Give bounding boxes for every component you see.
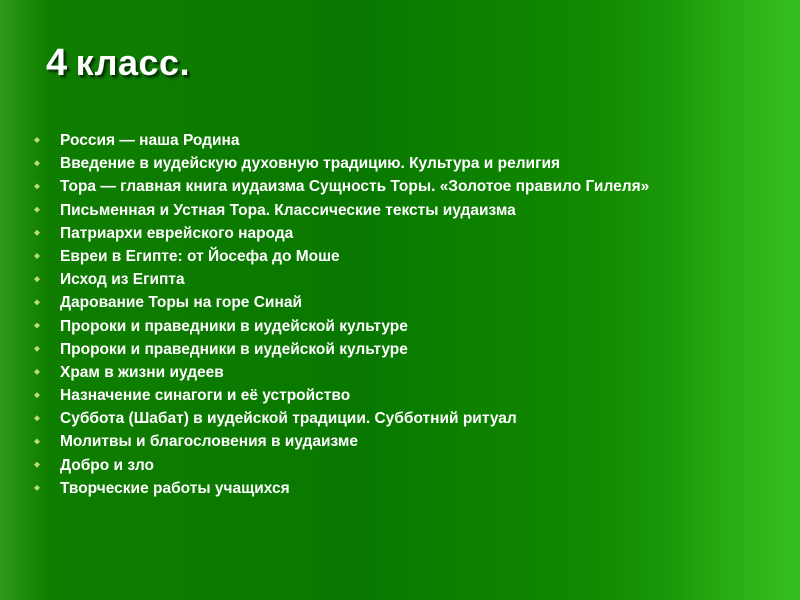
list-item bbox=[34, 341, 774, 359]
list-item-text: Храм в жизни иудеев bbox=[60, 363, 224, 381]
bullet-icon bbox=[34, 438, 40, 444]
bullet-icon bbox=[34, 323, 40, 329]
list-item bbox=[34, 410, 774, 428]
list-item-text: Молитвы и благословения в иудаизме bbox=[60, 433, 358, 451]
bullet-icon bbox=[34, 346, 40, 352]
bullet-icon bbox=[34, 207, 40, 213]
list-item bbox=[34, 202, 774, 220]
bullet-icon bbox=[34, 369, 40, 375]
bullet-icon bbox=[34, 253, 40, 259]
list-item-text: Творческие работы учащихся bbox=[60, 479, 290, 497]
list-item bbox=[34, 225, 774, 243]
list-item bbox=[34, 294, 774, 312]
list-item-text: Введение в иудейскую духовную традицию. Культура и религия bbox=[60, 155, 561, 173]
list-item-text: Дарование Торы на горе Синай bbox=[60, 294, 302, 312]
bullet-icon bbox=[34, 299, 40, 305]
list-item bbox=[34, 364, 774, 382]
list-item-text: Пророки и праведники в иудейской культуре bbox=[60, 317, 408, 335]
bullet-icon bbox=[34, 415, 40, 421]
list-item bbox=[34, 457, 774, 475]
list-item-text: Россия — наша Родина bbox=[60, 132, 240, 149]
list-item-text: Письменная и Устная Тора. Классические тексты иудаизма bbox=[60, 201, 516, 219]
bullet-icon bbox=[34, 160, 40, 166]
list-item bbox=[34, 318, 774, 336]
list-item-text: Пророки и праведники в иудейской культуре bbox=[60, 340, 408, 358]
bullet-icon bbox=[34, 392, 40, 398]
bullet-icon bbox=[34, 276, 40, 282]
list-item bbox=[34, 433, 774, 451]
bullet-icon bbox=[34, 485, 40, 491]
list-item bbox=[34, 155, 774, 173]
bullet-icon bbox=[34, 137, 40, 143]
list-item-text: Тора — главная книга иудаизма Сущность Торы. «Золотое правило Гилеля» bbox=[60, 178, 650, 196]
list-item-text: Добро и зло bbox=[60, 456, 154, 474]
list-item-text: Патриархи еврейского народа bbox=[60, 224, 294, 242]
title-digit: 4 bbox=[46, 42, 68, 84]
topic-list bbox=[34, 132, 774, 503]
list-item-text: Назначение синагоги и её устройство bbox=[60, 387, 351, 405]
title-text: класс. bbox=[75, 42, 191, 83]
list-item bbox=[34, 387, 774, 405]
list-item bbox=[34, 271, 774, 289]
list-item bbox=[34, 132, 774, 150]
list-item-text: Суббота (Шабат) в иудейской традиции. Субботний ритуал bbox=[60, 410, 517, 428]
bullet-icon bbox=[34, 230, 40, 236]
slide-title bbox=[46, 42, 190, 85]
list-item bbox=[34, 248, 774, 266]
list-item bbox=[34, 480, 774, 498]
list-item-text: Исход из Египта bbox=[60, 271, 185, 289]
list-item-text: Евреи в Египте: от Йосефа до Моше bbox=[60, 247, 340, 265]
bullet-icon bbox=[34, 183, 40, 189]
bullet-icon bbox=[34, 462, 40, 468]
list-item bbox=[34, 178, 774, 196]
